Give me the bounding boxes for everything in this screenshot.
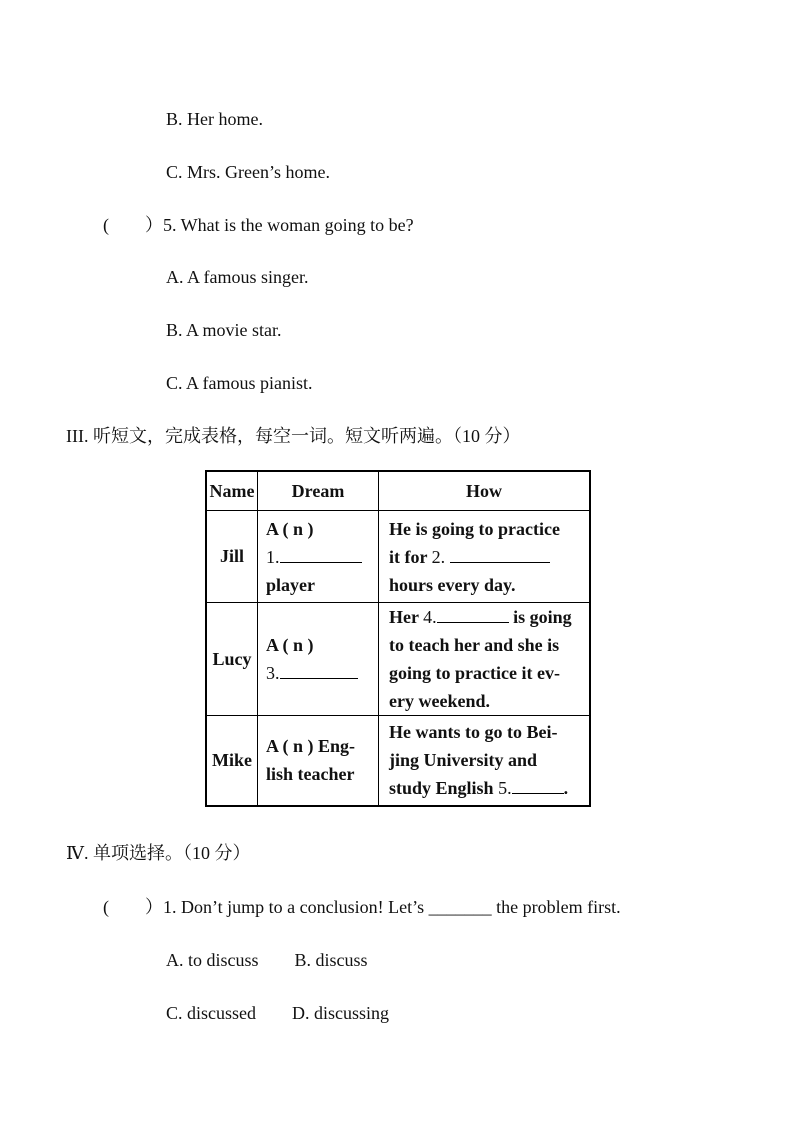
blank-number: 2. <box>431 546 446 567</box>
option-5b: B. A movie star. <box>166 320 282 340</box>
section-4-title: Ⅳ. 单项选择。（10 分） <box>66 843 251 863</box>
how-blank-line <box>389 774 579 802</box>
name-cell: Jill <box>206 511 258 603</box>
dream-line: A ( n ) <box>266 518 314 539</box>
dream-line: A ( n ) Eng- <box>266 736 356 757</box>
header-name: Name <box>206 471 258 511</box>
section-3-title: III. 听短文，完成表格，每空一词。短文听两遍。（10 分） <box>66 426 521 446</box>
how-text: is going <box>508 607 572 627</box>
how-line: hours every day. <box>389 574 516 595</box>
how-text: study English <box>389 778 499 799</box>
answer-blank[interactable] <box>280 662 358 679</box>
how-text: Her <box>389 607 424 627</box>
answer-blank[interactable] <box>280 546 362 563</box>
table-row <box>206 716 590 806</box>
options-1-cd: C. discussed D. discussing <box>166 1003 390 1023</box>
table-row <box>206 511 590 603</box>
blank-number: 1. <box>266 546 280 567</box>
how-line: He wants to go to Bei- <box>389 722 558 743</box>
blank-number: 4. <box>423 607 437 627</box>
how-cell <box>379 511 591 603</box>
how-text: . <box>563 778 569 799</box>
option-4b: B. Her home. <box>166 109 263 129</box>
dream-cell <box>258 511 379 603</box>
answer-blank[interactable] <box>437 606 509 623</box>
dream-cell <box>258 716 379 806</box>
blank-number: 5. <box>498 778 512 799</box>
dream-blank-line <box>266 543 370 571</box>
name-cell: Lucy <box>206 603 258 716</box>
how-line: He is going to practice <box>389 518 560 539</box>
option-5a: A. A famous singer. <box>166 267 309 287</box>
how-blank-line <box>389 543 579 571</box>
dream-line: player <box>266 574 315 595</box>
how-blank-line <box>389 603 579 631</box>
question-5: ( ）5. What is the woman going to be? <box>103 215 414 235</box>
option-5c: C. A famous pianist. <box>166 373 313 393</box>
dream-table <box>205 470 591 807</box>
header-dream: Dream <box>258 471 379 511</box>
answer-blank[interactable] <box>450 546 550 563</box>
question-1: ( ）1. Don’t jump to a conclusion! Let’s _______ the problem first. <box>103 897 621 917</box>
how-cell <box>379 716 591 806</box>
options-1-ab: A. to discuss B. discuss <box>166 950 368 970</box>
dream-blank-line <box>266 659 370 687</box>
dream-line: lish teacher <box>266 764 355 785</box>
dream-line: A ( n ) <box>266 635 314 655</box>
how-cell <box>379 603 591 716</box>
how-line: ery weekend. <box>389 691 490 711</box>
table-row <box>206 603 590 716</box>
how-line: jing University and <box>389 750 538 771</box>
how-line: going to practice it ev- <box>389 663 560 683</box>
name-cell: Mike <box>206 716 258 806</box>
table-header-row <box>206 471 590 511</box>
how-text: it for <box>389 546 432 567</box>
header-how: How <box>379 471 591 511</box>
blank-number: 3. <box>266 663 280 683</box>
how-line: to teach her and she is <box>389 635 560 655</box>
option-4c: C. Mrs. Green’s home. <box>166 162 330 182</box>
dream-cell <box>258 603 379 716</box>
answer-blank[interactable] <box>512 777 564 794</box>
